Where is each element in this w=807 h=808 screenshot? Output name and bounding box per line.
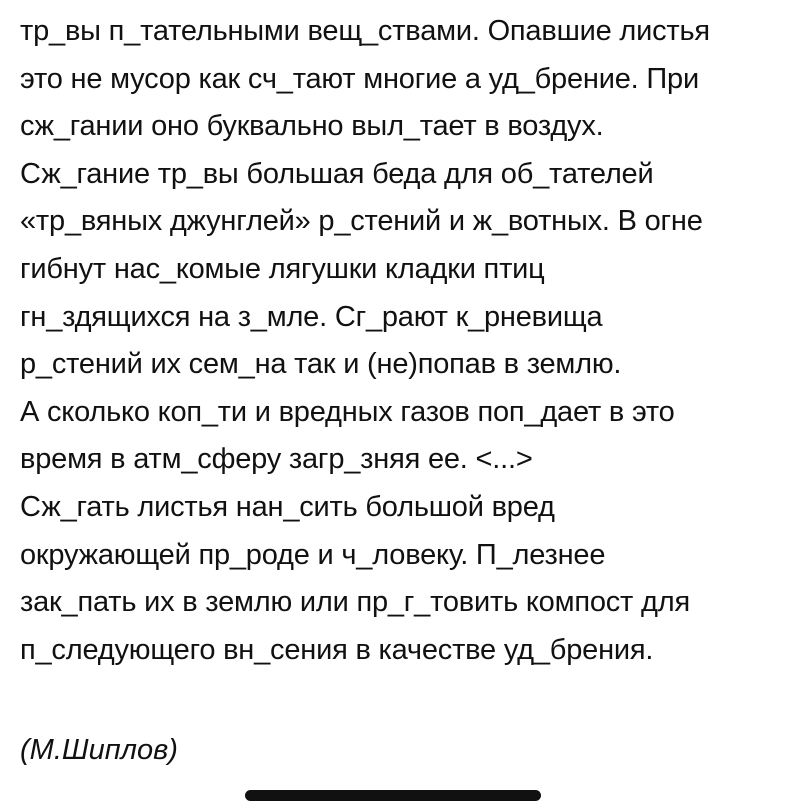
text-line: тр_вы п_тательными вещ_ствами. Опавшие листья [20, 15, 710, 47]
text-line: А сколько коп_ти и вредных газов поп_дает в это [20, 395, 675, 428]
text-line: р_стений их сем_на так и (не)попав в землю. [20, 348, 622, 381]
text-line: п_следующего вн_сения в качестве уд_брения. [20, 633, 654, 666]
text-line: Сж_гание тр_вы большая беда для об_тателей [20, 157, 654, 190]
text-line: окружающей пр_роде и ч_ловеку. П_лезнее [20, 538, 606, 571]
text-line: Сж_гать листья нан_сить большой вред [20, 490, 555, 523]
text-line: сж_гании оно буквально выл_тает в воздух. [20, 110, 604, 143]
author-attribution: (М.Шиплов) [20, 734, 178, 766]
exercise-text [20, 8, 805, 674]
text-line: гн_здящихся на з_мле. Сг_рают к_рневища [20, 300, 603, 333]
text-line: «тр_вяных джунглей» р_стений и ж_вотных. В огне [20, 205, 703, 238]
home-indicator-bar[interactable] [245, 790, 541, 801]
text-line: гибнут нас_комые лягушки кладки птиц [20, 252, 545, 285]
text-line: время в атм_сферу загр_зняя ее. <...> [20, 443, 533, 476]
text-line: это не мусор как сч_тают многие а уд_брение. При [20, 62, 699, 95]
text-line: зак_пать их в землю или пр_г_товить компост для [20, 586, 690, 619]
